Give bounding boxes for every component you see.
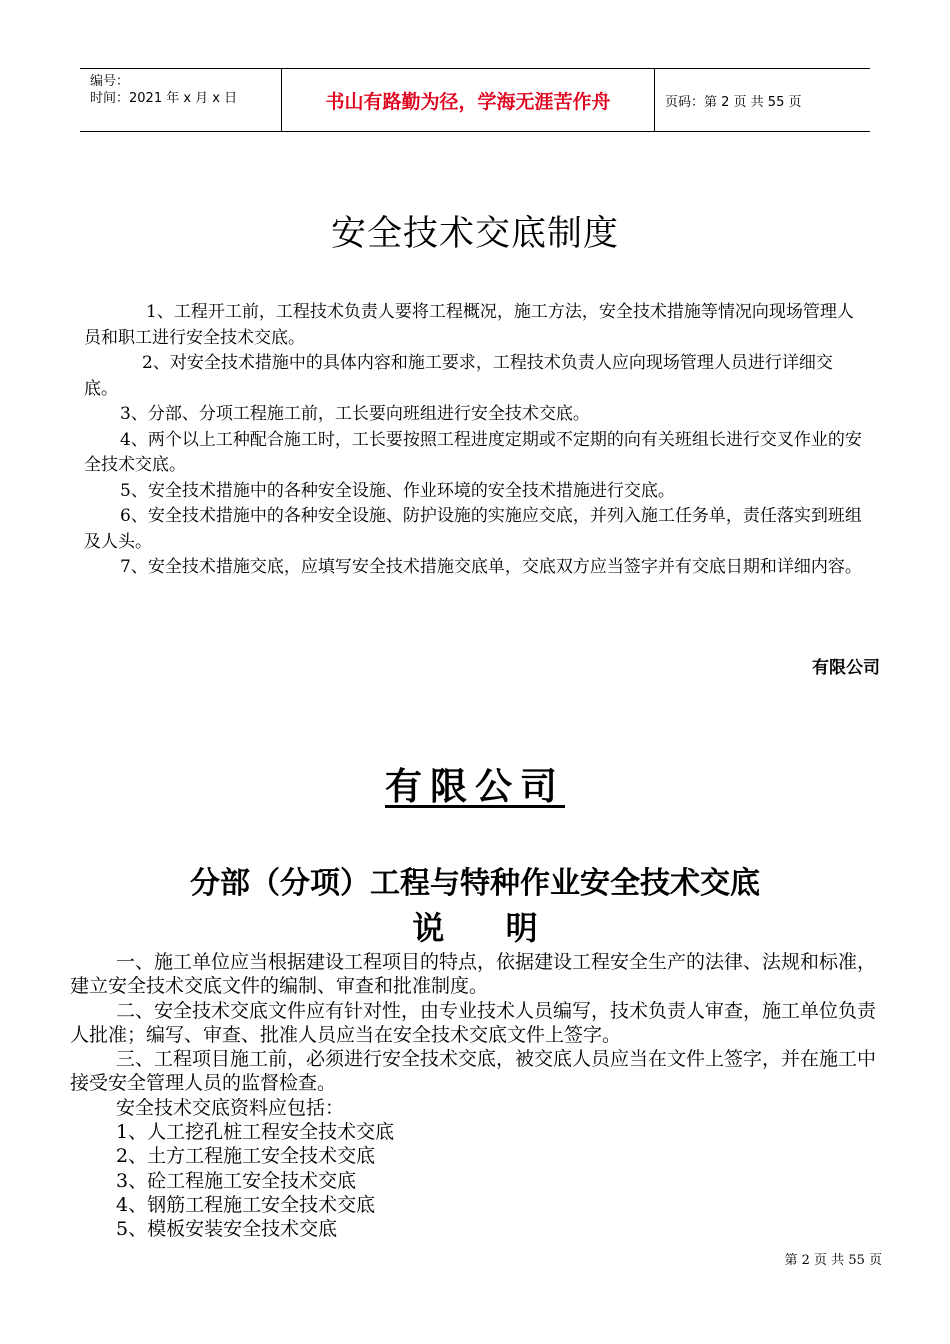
list-item: 2、土方工程施工安全技术交底 [116, 1145, 376, 1168]
explanation-heading: 说 明 [412, 909, 538, 947]
page-footer: 第 2 页 共 55 页 [784, 1253, 882, 1268]
rule-paragraph: 4、两个以上工种配合施工时，工长要按照工程进度定期或不定期的向有关班组长进行交叉作业的安全技术交底。 [84, 429, 862, 475]
list-item: 4、钢筋工程施工安全技术交底 [116, 1193, 376, 1216]
rule-paragraph: 3、分部、分项工程施工前，工长要向班组进行安全技术交底。 [120, 404, 590, 424]
document-date: 时间：2021 年 x 月 x 日 [90, 91, 238, 106]
header-meta [80, 69, 282, 131]
list-item: 5、模板安装安全技术交底 [116, 1218, 338, 1241]
document-number-label: 编号： [90, 74, 130, 89]
company-signature: 有限公司 [812, 658, 880, 678]
safety-rules-section [84, 300, 864, 581]
list-item: 1、人工挖孔桩工程安全技术交底 [116, 1121, 395, 1144]
explanation-paragraph: 二、安全技术交底文件应有针对性，由专业技术人员编写，技术负责人审查，施工单位负责人批准；编写、审查、批准人员应当在安全技术交底文件上签字。 [70, 999, 877, 1046]
document-title: 安全技术交底制度 [330, 214, 619, 254]
section-subtitle: 分部（分项）工程与特种作业安全技术交底 [190, 866, 760, 901]
explanation-section [70, 950, 890, 1242]
explanation-paragraph: 一、施工单位应当根据建设工程项目的特点，依据建设工程安全生产的法律、法规和标准，建立安全技术交底文件的编制、审查和批准制度。 [70, 951, 877, 998]
rule-paragraph: 7、安全技术措施交底，应填写安全技术措施交底单，交底双方应当签字并有交底日期和详细内容。 [120, 557, 862, 577]
explanation-paragraph: 三、工程项目施工前，必须进行安全技术交底，被交底人员应当在文件上签字，并在施工中接受安全管理人员的监督检查。 [70, 1048, 877, 1095]
company-heading [0, 756, 950, 810]
rule-paragraph: 5、安全技术措施中的各种安全设施、作业环境的安全技术措施进行交底。 [120, 480, 675, 501]
list-item: 3、砼工程施工安全技术交底 [116, 1169, 357, 1192]
rule-paragraph: 2、对安全技术措施中的具体内容和施工要求，工程技术负责人应向现场管理人员进行详细交底。 [84, 353, 833, 399]
rule-paragraph: 1、工程开工前，工程技术负责人要将工程概况，施工方法，安全技术措施等情况向现场管理人员和职工进行安全技术交底。 [84, 302, 854, 348]
rule-paragraph: 6、安全技术措施中的各种安全设施、防护设施的实施应交底，并列入施工任务单，责任落实到班组及人头。 [84, 506, 862, 552]
header-page-info: 页码：第 2 页 共 55 页 [665, 94, 802, 110]
company-heading-text: 有限公司 [385, 765, 565, 808]
page-header [80, 68, 870, 132]
header-motto: 书山有路勤为径，学海无涯苦作舟 [282, 69, 655, 131]
materials-intro: 安全技术交底资料应包括： [116, 1096, 345, 1119]
